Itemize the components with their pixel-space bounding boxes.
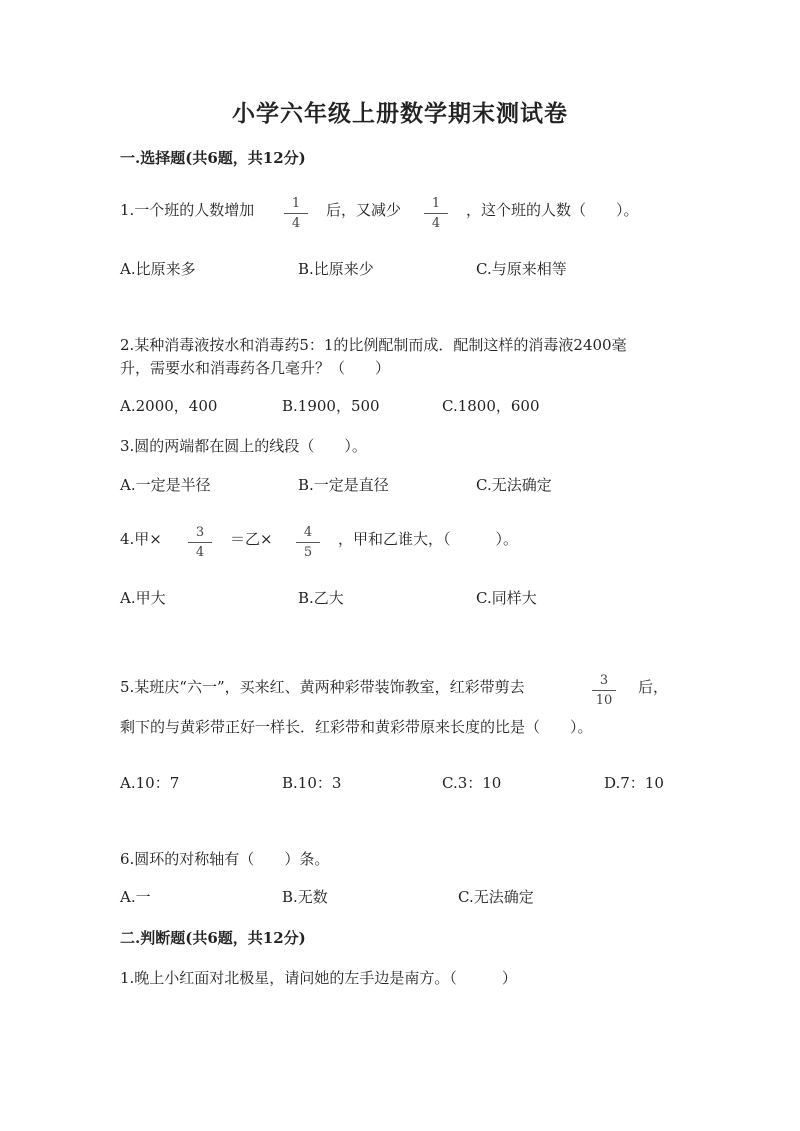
q6-text: 6.圆环的对称轴有（ ）条。 bbox=[120, 850, 330, 868]
q4-fraction-1 bbox=[188, 525, 212, 560]
q5-option-d: D.7：10 bbox=[604, 774, 664, 792]
q1-option-a: A.比原来多 bbox=[120, 260, 196, 278]
q1-option-c: C.与原来相等 bbox=[476, 260, 567, 278]
q1-fraction-2 bbox=[424, 196, 448, 231]
q2-option-c: C.1800，600 bbox=[442, 397, 540, 415]
fraction-denominator: 10 bbox=[595, 693, 613, 708]
q2-text-line1: 2.某种消毒液按水和消毒药5：1的比例配制而成．配制这样的消毒液2400毫 bbox=[120, 336, 627, 354]
q4-option-c: C.同样大 bbox=[476, 589, 537, 607]
q4-text-pre: 4.甲× bbox=[120, 530, 162, 548]
page-title: 小学六年级上册数学期末测试卷 bbox=[232, 100, 568, 127]
q1-fraction-1 bbox=[284, 196, 308, 231]
q5-text-line2: 剩下的与黄彩带正好一样长．红彩带和黄彩带原来长度的比是（ ）。 bbox=[120, 718, 593, 736]
q5-text-pre: 5.某班庆“六一”，买来红、黄两种彩带装饰教室，红彩带剪去 bbox=[120, 678, 525, 696]
q3-text: 3.圆的两端都在圆上的线段（ ）。 bbox=[120, 437, 367, 455]
fraction-denominator: 4 bbox=[291, 216, 301, 231]
q6-option-b: B.无数 bbox=[282, 888, 328, 906]
fraction-denominator: 4 bbox=[195, 545, 205, 560]
q4-text-mid: ＝乙× bbox=[230, 530, 273, 548]
q4-option-a: A.甲大 bbox=[120, 589, 166, 607]
fraction-denominator: 4 bbox=[431, 216, 441, 231]
q2-option-b: B.1900，500 bbox=[282, 397, 380, 415]
fraction-numerator: 1 bbox=[284, 196, 308, 214]
q6-option-a: A.一 bbox=[120, 888, 151, 906]
fraction-numerator: 3 bbox=[188, 525, 212, 543]
fraction-numerator: 3 bbox=[592, 673, 616, 691]
fraction-denominator: 5 bbox=[303, 545, 313, 560]
q4-fraction-2 bbox=[296, 525, 320, 560]
j1-text: 1.晚上小红面对北极星，请问她的左手边是南方。（ ） bbox=[120, 969, 517, 987]
q5-fraction bbox=[592, 673, 616, 708]
q1-text-pre: 1.一个班的人数增加 bbox=[120, 201, 255, 219]
q4-option-b: B.乙大 bbox=[298, 589, 344, 607]
q3-option-c: C.无法确定 bbox=[476, 476, 552, 494]
q2-option-a: A.2000，400 bbox=[120, 397, 218, 415]
q6-option-c: C.无法确定 bbox=[458, 888, 534, 906]
q3-option-a: A.一定是半径 bbox=[120, 476, 211, 494]
section-heading-judgement: 二.判断题(共6题，共12分) bbox=[120, 929, 306, 947]
q5-option-b: B.10：3 bbox=[282, 774, 342, 792]
fraction-numerator: 1 bbox=[424, 196, 448, 214]
q1-text-mid: 后，又减少 bbox=[326, 201, 402, 219]
q2-text-line2: 升，需要水和消毒药各几毫升？（ ） bbox=[120, 359, 391, 377]
q1-text-post: ，这个班的人数（ ）。 bbox=[466, 201, 639, 219]
q3-option-b: B.一定是直径 bbox=[298, 476, 389, 494]
section-heading-choice: 一.选择题(共6题，共12分) bbox=[120, 149, 306, 167]
fraction-numerator: 4 bbox=[296, 525, 320, 543]
q5-option-a: A.10：7 bbox=[120, 774, 180, 792]
q4-text-post: ，甲和乙谁大，（ ）。 bbox=[338, 530, 519, 548]
q5-option-c: C.3：10 bbox=[442, 774, 502, 792]
q5-text-post: 后， bbox=[638, 678, 669, 696]
q1-option-b: B.比原来少 bbox=[298, 260, 374, 278]
